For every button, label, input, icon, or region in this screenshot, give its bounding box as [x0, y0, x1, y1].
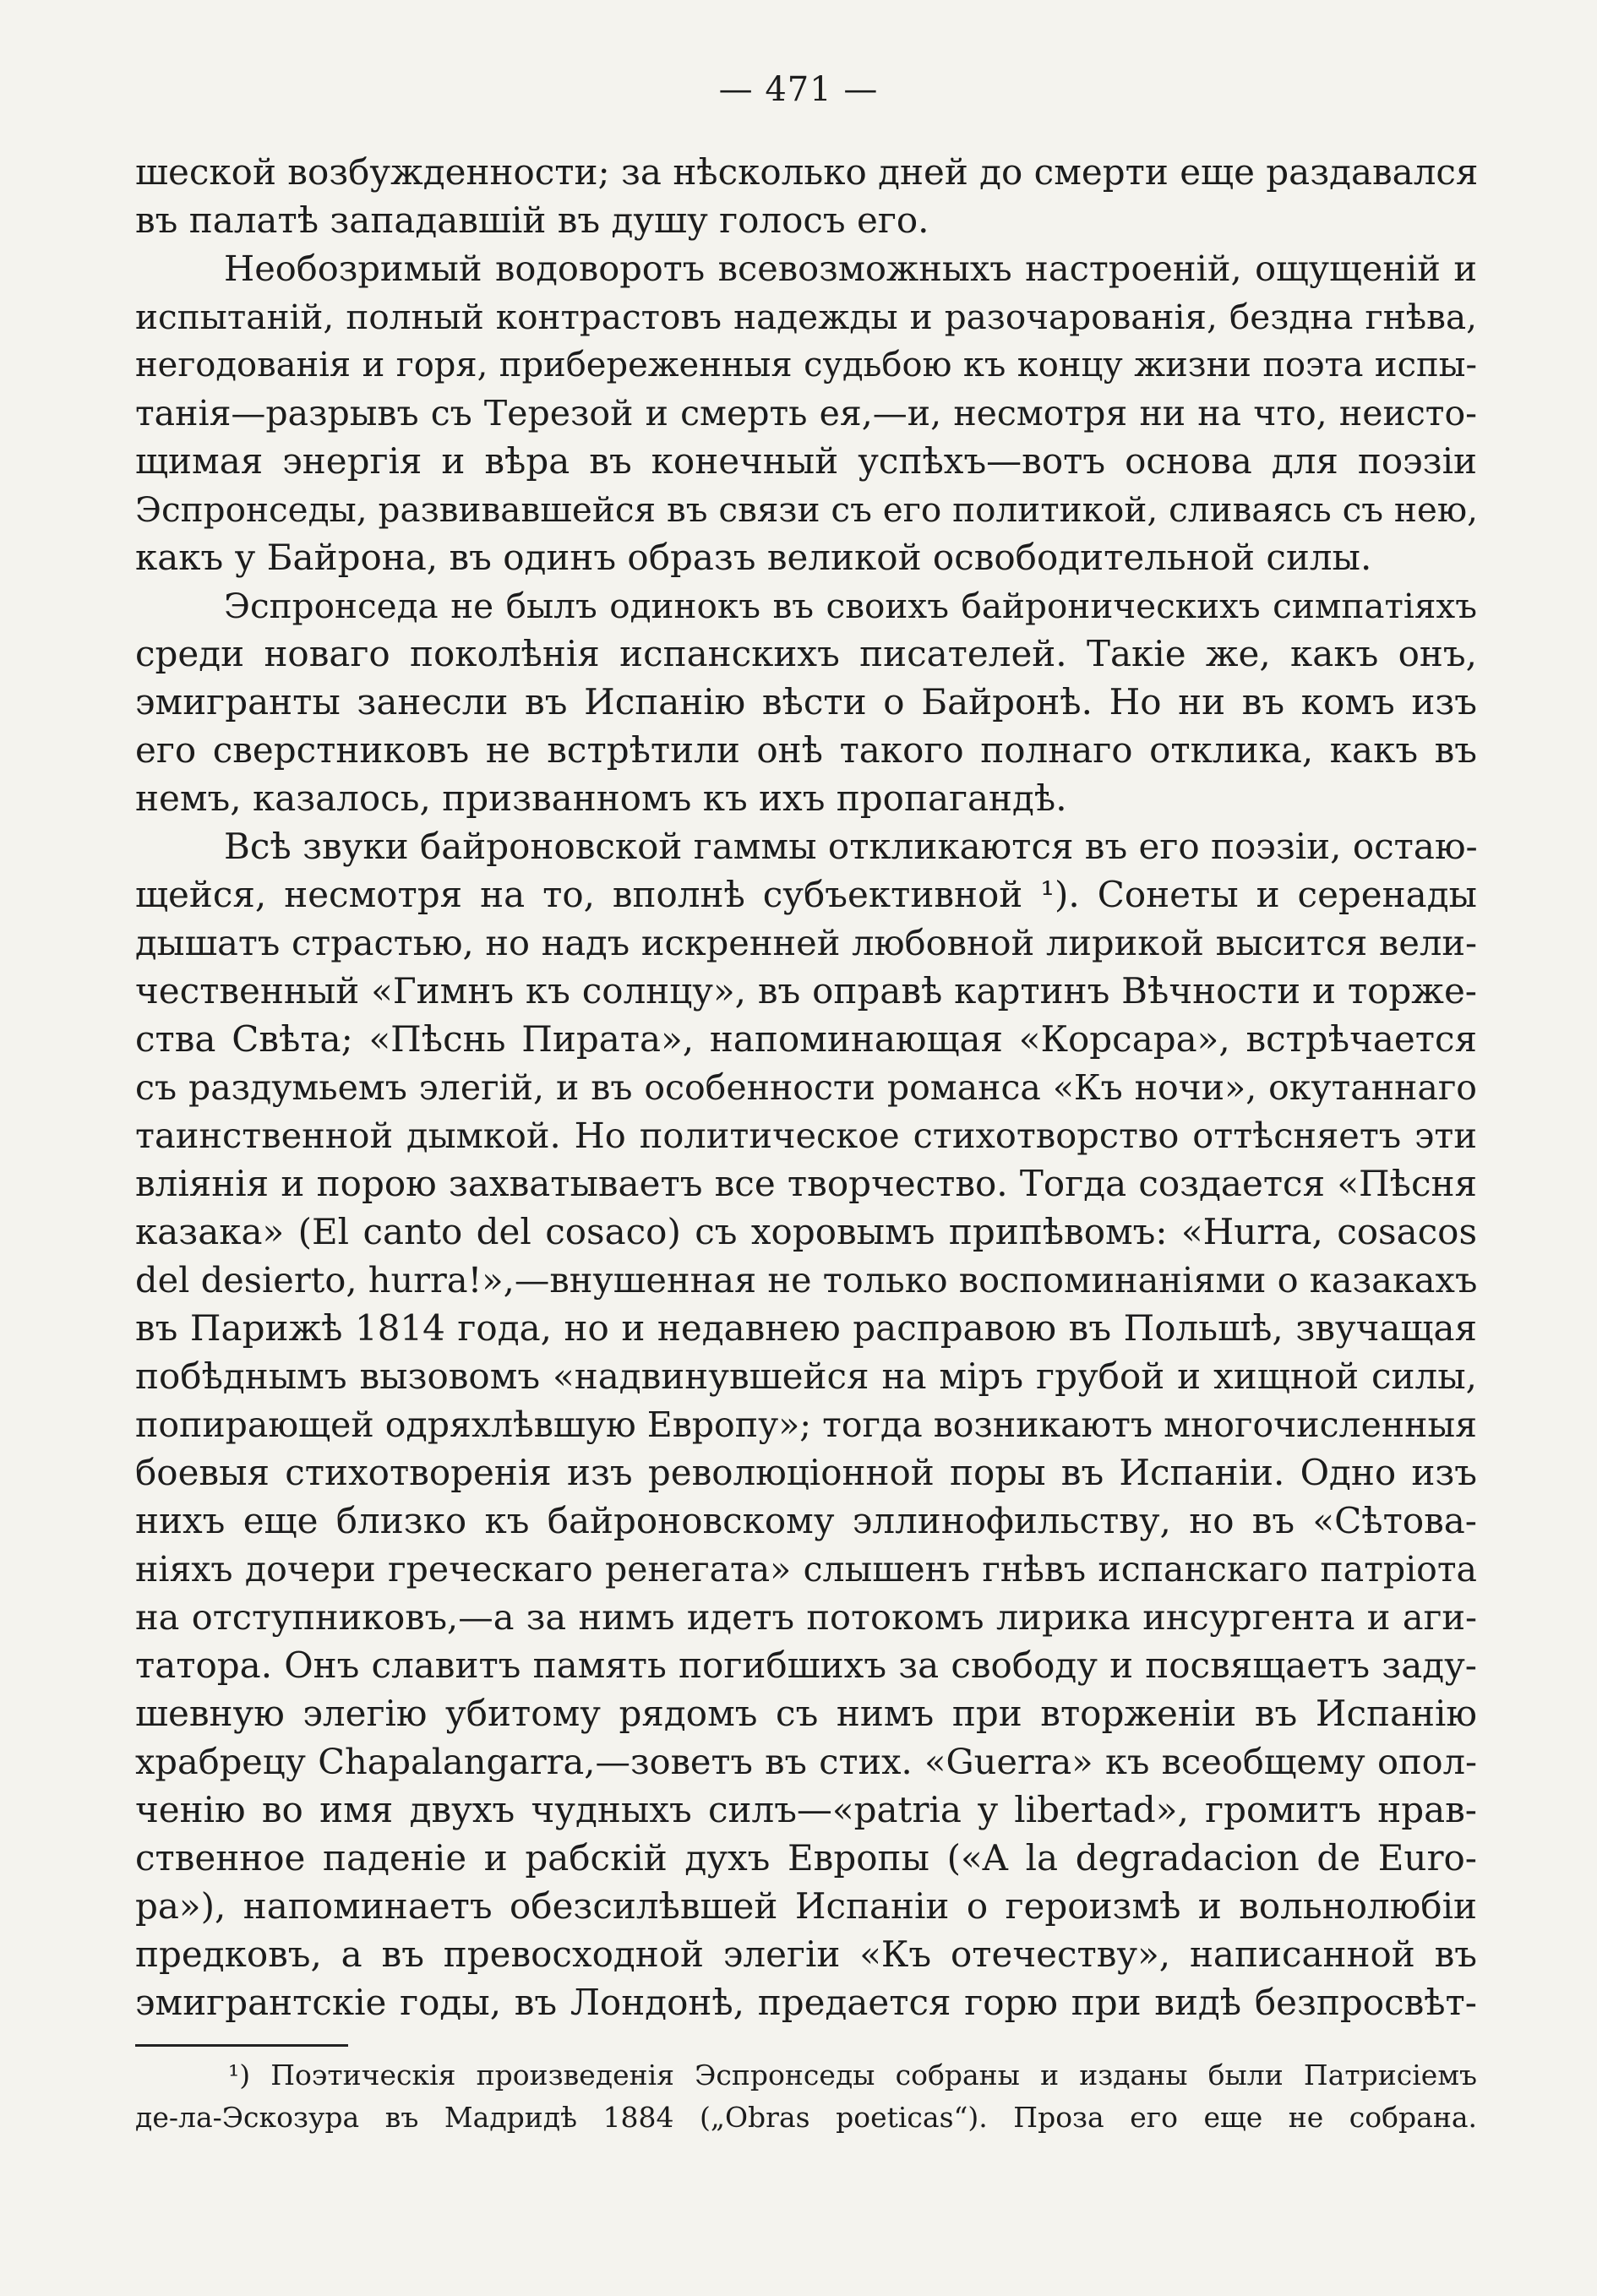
text-line: немъ, казалось, призванномъ къ ихъ пропагандѣ.: [135, 777, 1067, 819]
text-line: храбрецу Chapalangarra,—зоветъ въ стих. «Guerra» къ всеобщему опол-: [135, 1741, 1477, 1782]
text-line: шеской возбужденности; за нѣсколько дней до смерти еще раздавался: [135, 151, 1479, 193]
text-line: побѣднымъ вызовомъ «надвинувшейся на міръ грубой и хищной силы,: [135, 1355, 1477, 1397]
text-line: чественный «Гимнъ къ солнцу», въ оправѣ картинъ Вѣчности и торже-: [135, 970, 1477, 1012]
paragraph-start-line: Эспронседа не былъ одинокъ въ своихъ байроническихъ симпатіяхъ: [224, 586, 1477, 626]
text-line: на отступниковъ,—а за нимъ идетъ потокомъ лирика инсургента и аги-: [135, 1596, 1477, 1638]
text-line: боевыя стихотворенія изъ революціонной поры въ Испаніи. Одно изъ: [135, 1452, 1477, 1493]
text-line: ственное паденіе и рабскій духъ Европы («A la degradacion de Euro-: [135, 1837, 1477, 1879]
footnote-line: де-ла-Эскозура въ Мадридѣ 1884 („Obras poeticas“). Проза его еще не собрана.: [135, 2101, 1477, 2134]
text-line: съ раздумьемъ элегій, и въ особенности романса «Къ ночи», окутаннаго: [135, 1067, 1477, 1108]
text-line: татора. Онъ славитъ память погибшихъ за свободу и посвящаетъ заду-: [135, 1644, 1477, 1686]
text-line: щимая энергія и вѣра въ конечный успѣхъ—вотъ основа для поэзіи: [135, 440, 1477, 482]
paragraph-start-line: Всѣ звуки байроновской гаммы откликаются въ его поэзіи, остаю-: [224, 826, 1478, 867]
text-line: какъ у Байрона, въ одинъ образъ великой освободительной силы.: [135, 537, 1372, 578]
page-number: — 471 —: [718, 70, 879, 109]
footnote-line: ¹) Поэтическія произведенія Эспронседы собраны и изданы были Патрисіемъ: [228, 2059, 1477, 2091]
text-line: нихъ еще близко къ байроновскому эллинофильству, но въ «Сѣтова-: [135, 1500, 1477, 1541]
text-line: ніяхъ дочери греческаго ренегата» слышенъ гнѣвъ испанскаго патріота: [135, 1549, 1477, 1590]
text-line: таинственной дымкой. Но политическое стихотворство оттѣсняетъ эти: [135, 1115, 1477, 1156]
footnote-divider: [135, 2044, 348, 2047]
text-line: ства Свѣта; «Пѣснь Пирата», напоминающая «Корсара», встрѣчается: [135, 1018, 1477, 1060]
text-line: его сверстниковъ не встрѣтили онѣ такого полнаго отклика, какъ въ: [135, 729, 1477, 771]
text-line: танія—разрывъ съ Терезой и смерть ея,—и, несмотря ни на что, неисто-: [135, 393, 1477, 434]
text-line: казака» (El canto del cosaco) съ хоровымъ припѣвомъ: «Hurra, cosacos: [135, 1211, 1477, 1252]
text-line: предковъ, а въ превосходной элегіи «Къ отечеству», написанной въ: [135, 1933, 1477, 1975]
text-line: ченію во имя двухъ чудныхъ силъ—«patria y libertad», громитъ нрав-: [135, 1789, 1477, 1830]
text-line: шевную элегію убитому рядомъ съ нимъ при вторженіи въ Испанію: [135, 1693, 1477, 1734]
text-line: щейся, несмотря на то, вполнѣ субъективной ¹). Сонеты и серенады: [135, 874, 1477, 915]
paragraph-start-line: Необозримый водоворотъ всевозможныхъ настроеній, ощущеній и: [224, 248, 1477, 289]
text-line: среди новаго поколѣнія испанскихъ писателей. Такіе же, какъ онъ,: [135, 633, 1477, 674]
text-line: эмигрантскіе годы, въ Лондонѣ, предается горю при видѣ безпросвѣт-: [135, 1982, 1477, 2023]
text-line: Эспронседы, развивавшейся въ связи съ его политикой, сливаясь съ нею,: [135, 489, 1479, 530]
text-line: испытаній, полный контрастовъ надежды и разочарованія, бездна гнѣва,: [135, 297, 1477, 337]
text-line: del desierto, hurra!»,—внушенная не только воспоминаніями о казакахъ: [135, 1259, 1478, 1301]
text-line: въ палатѣ западавшій въ душу голосъ его.: [135, 199, 929, 241]
text-line: дышатъ страстью, но надъ искренней любовной лирикой высится вели-: [135, 922, 1477, 963]
text-line: попирающей одряхлѣвшую Европу»; тогда возникаютъ многочисленныя: [135, 1404, 1477, 1445]
text-line: pa»), напоминаетъ обезсилѣвшей Испаніи о героизмѣ и вольнолюбіи: [135, 1885, 1477, 1927]
text-line: вліянія и порою захватываетъ все творчество. Тогда создается «Пѣсня: [135, 1163, 1477, 1204]
text-line: въ Парижѣ 1814 года, но и недавнею расправою въ Польшѣ, звучащая: [135, 1307, 1477, 1349]
text-line: негодованія и горя, прибереженныя судьбою къ концу жизни поэта испы-: [135, 346, 1477, 384]
text-line: эмигранты занесли въ Испанію вѣсти о Байронѣ. Но ни въ комъ изъ: [135, 681, 1477, 723]
